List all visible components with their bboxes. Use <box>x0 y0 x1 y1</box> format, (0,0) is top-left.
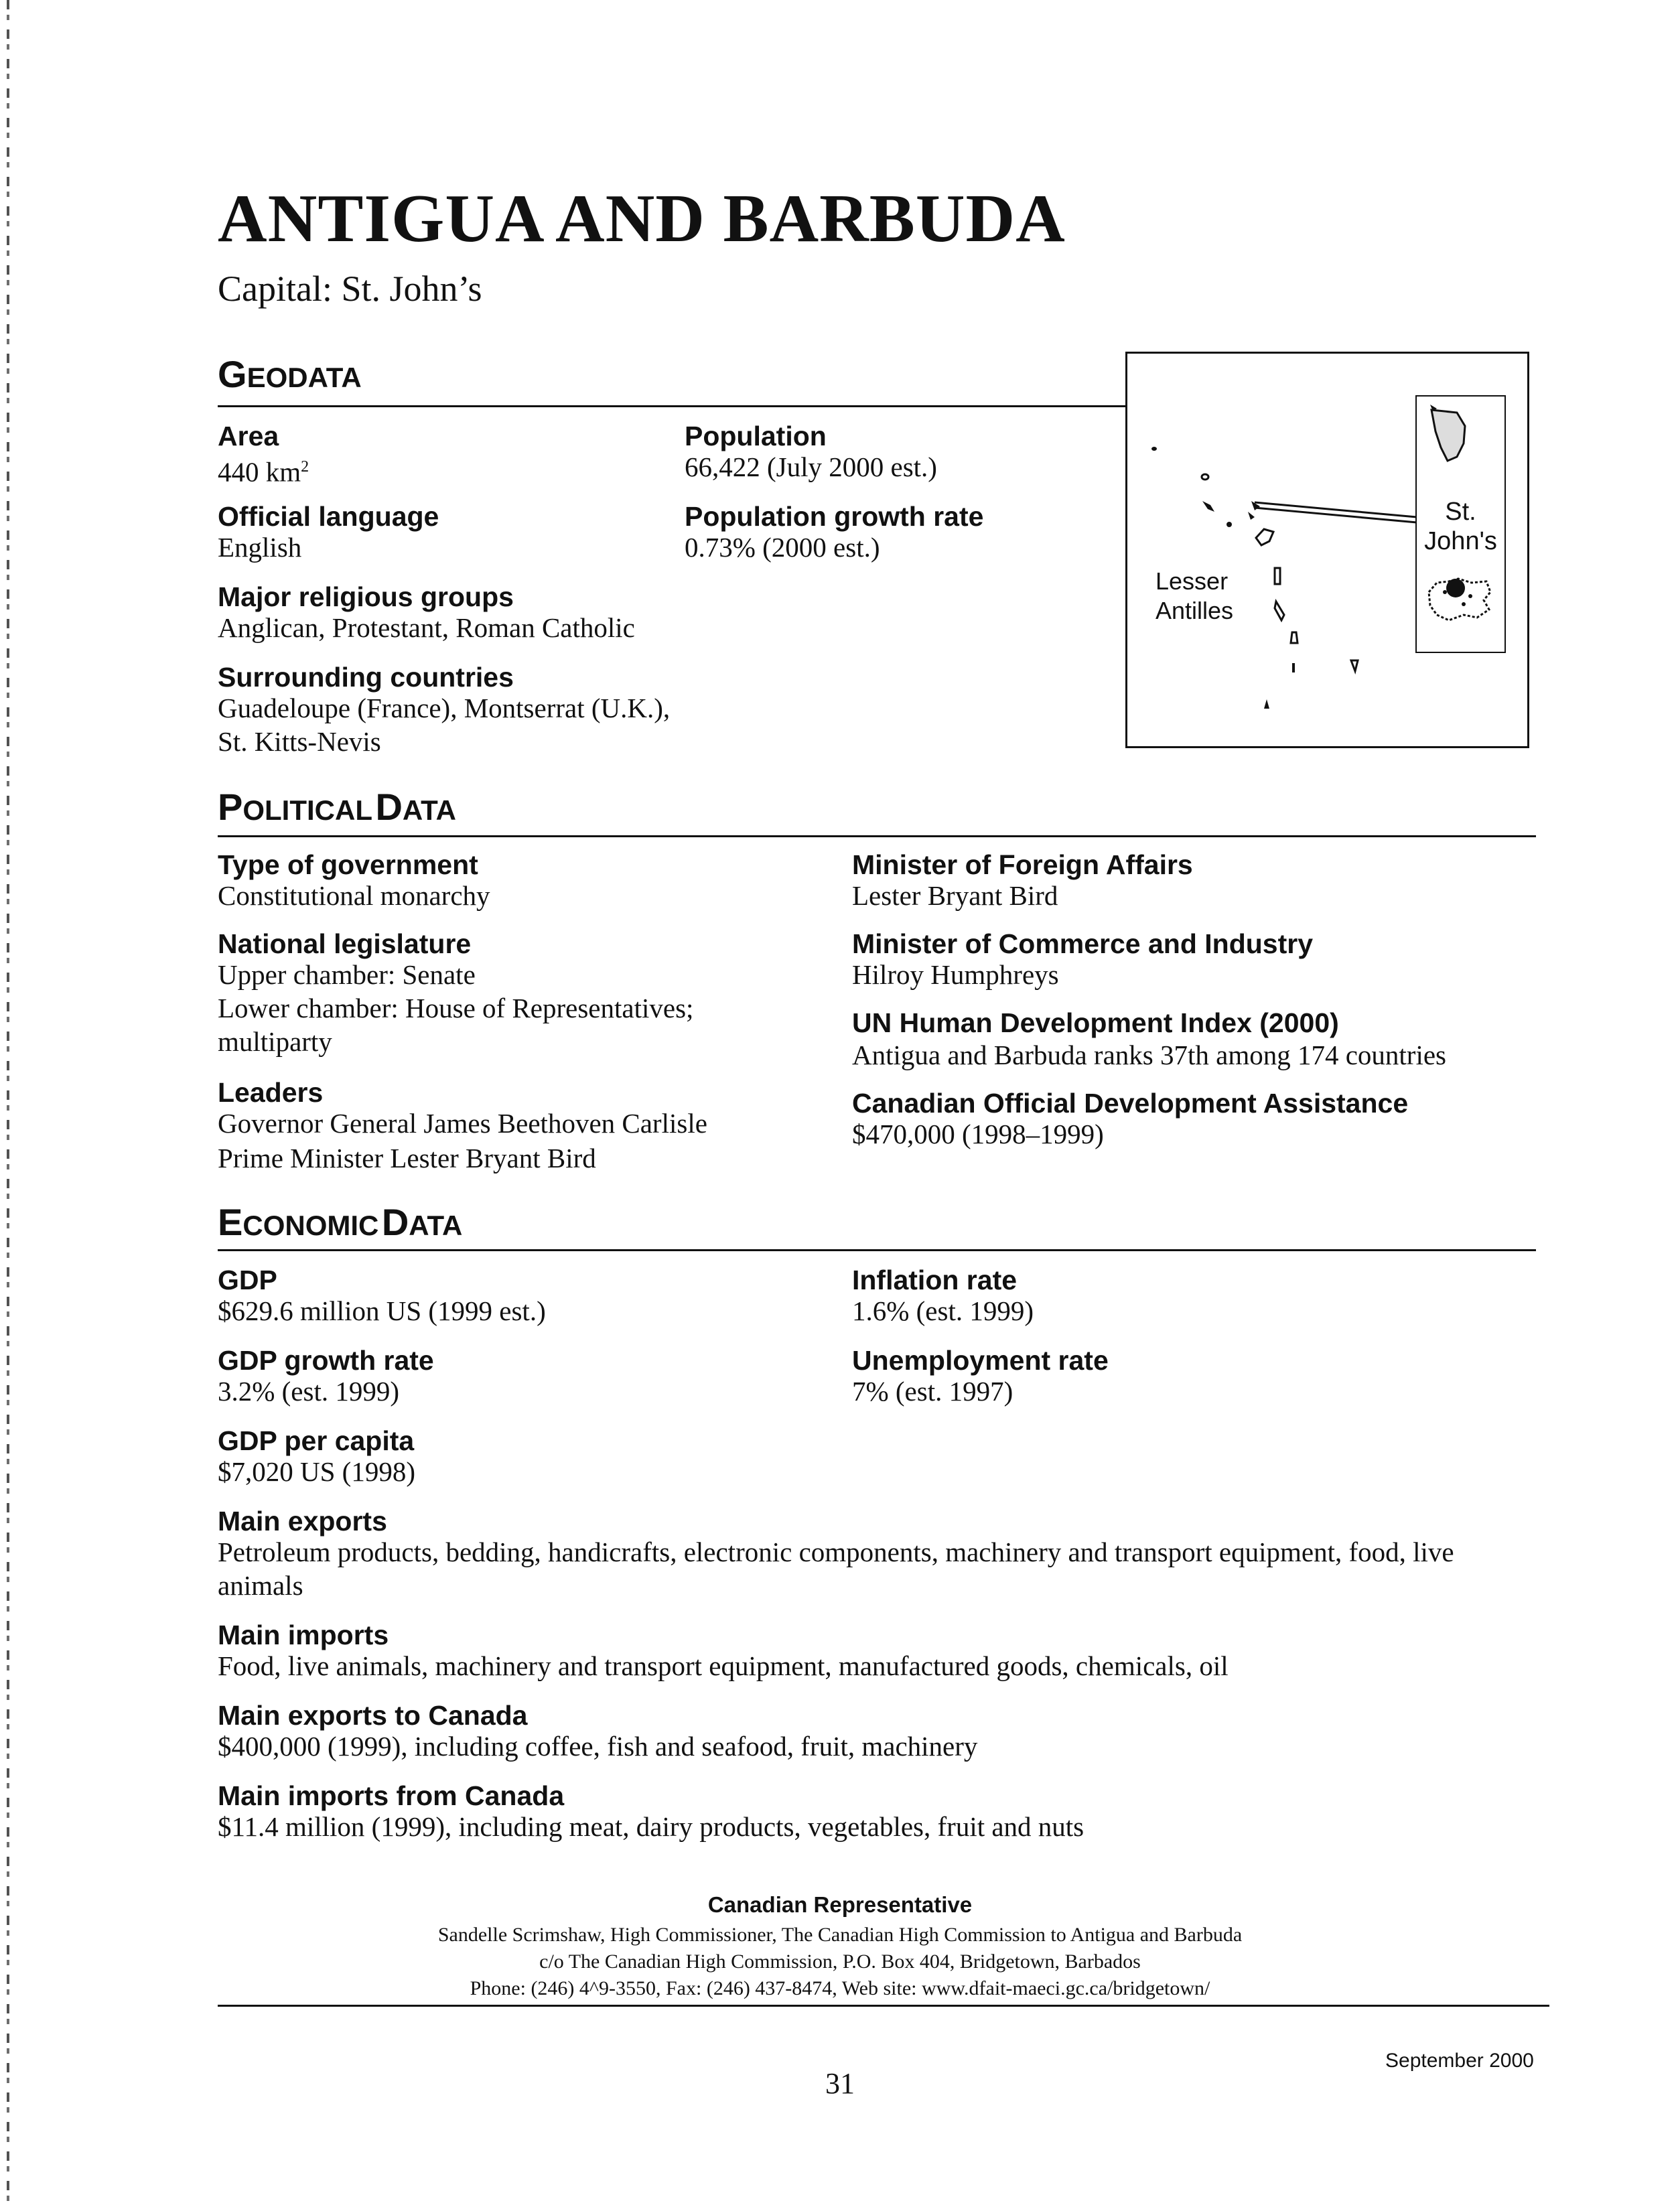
unemployment-value: 7% (est. 1997) <box>852 1376 1013 1407</box>
hdi-value: Antigua and Barbuda ranks 37th among 174 countries <box>852 1040 1447 1070</box>
religion-value: Anglican, Protestant, Roman Catholic <box>218 612 635 643</box>
page-number: 31 <box>825 2067 855 2100</box>
island-mark <box>1227 522 1232 527</box>
commerce-minister-value: Hilroy Humphreys <box>852 959 1059 990</box>
legislature-value-1: Upper chamber: Senate <box>218 959 476 990</box>
representative-line-3: Phone: (246) 4^9-3550, Fax: (246) 437-8474, Web site: www.dfait-maeci.gc.ca/bridgetown/ <box>470 1977 1210 1999</box>
st-johns-marker <box>1446 579 1465 597</box>
island-mark <box>1291 632 1298 643</box>
leaders-label: Leaders <box>218 1077 324 1108</box>
government-type-label: Type of government <box>218 849 478 880</box>
legislature-value-3: multiparty <box>218 1026 332 1057</box>
island-mark <box>1275 601 1284 620</box>
inflation-value: 1.6% (est. 1999) <box>852 1295 1034 1326</box>
island-mark <box>1292 663 1295 672</box>
main-exports-label: Main exports <box>218 1506 387 1537</box>
surrounding-value-2: St. Kitts-Nevis <box>218 726 381 757</box>
legislature-label: National legislature <box>218 928 472 959</box>
geodata-heading: GEODATA <box>218 353 362 395</box>
growth-rate-label: Population growth rate <box>685 501 984 532</box>
government-type-value: Constitutional monarchy <box>218 880 490 911</box>
gdp-growth-label: GDP growth rate <box>218 1345 434 1376</box>
surrounding-label: Surrounding countries <box>218 662 514 693</box>
representative-line-2: c/o The Canadian High Commission, P.O. Box 404, Bridgetown, Barbados <box>539 1950 1141 1973</box>
foreign-minister-value: Lester Bryant Bird <box>852 880 1058 911</box>
gdp-per-capita-value: $7,020 US (1998) <box>218 1456 415 1487</box>
canadian-representative-heading: Canadian Representative <box>707 1892 973 1917</box>
main-imports-value: Food, live animals, machinery and transport equipment, manufactured goods, chemicals, oil <box>218 1650 1229 1681</box>
footer-rule <box>218 2005 1549 2007</box>
foreign-minister-label: Minister of Foreign Affairs <box>852 849 1193 880</box>
political-data-heading: POLITICAL DATA <box>218 786 456 828</box>
language-value: English <box>218 532 302 563</box>
gdp-value: $629.6 million US (1999 est.) <box>218 1295 546 1326</box>
exports-to-canada-label: Main exports to Canada <box>218 1700 528 1731</box>
population-label: Population <box>685 421 827 451</box>
location-map <box>1125 352 1529 748</box>
island-mark <box>1202 474 1208 480</box>
lesser-antilles-label: Lesser Antilles <box>1156 567 1234 624</box>
island-mark <box>1351 660 1358 671</box>
city-dot <box>1468 594 1472 598</box>
page-title: ANTIGUA AND BARBUDA <box>218 181 1066 257</box>
island-mark <box>1275 568 1280 584</box>
gdp-per-capita-label: GDP per capita <box>218 1425 415 1456</box>
gdp-label: GDP <box>218 1265 277 1295</box>
leaders-value-1: Governor General James Beethoven Carlisle <box>218 1108 707 1139</box>
imports-from-canada-label: Main imports from Canada <box>218 1780 565 1811</box>
language-label: Official language <box>218 501 439 532</box>
growth-rate-value: 0.73% (2000 est.) <box>685 532 880 563</box>
economic-data-heading: ECONOMIC DATA <box>218 1201 463 1243</box>
capital-subtitle: Capital: St. John’s <box>218 269 482 309</box>
area-value: 440 $km^2$ <box>218 456 309 488</box>
island-mark <box>1202 501 1214 512</box>
political-rule <box>218 835 1536 837</box>
economic-rule <box>218 1249 1536 1251</box>
island-mark <box>1264 699 1269 709</box>
main-exports-value-1: Petroleum products, bedding, handicrafts, electronic components, machinery and transport equipment, food, live <box>218 1537 1454 1567</box>
gdp-growth-value: 3.2% (est. 1999) <box>218 1376 400 1407</box>
island-mark <box>1248 512 1255 520</box>
city-dot <box>1462 602 1466 606</box>
exports-to-canada-value: $400,000 (1999), including coffee, fish and seafood, fruit, machinery <box>218 1731 978 1762</box>
island-mark <box>1151 447 1157 451</box>
page-binding-edge <box>7 0 9 2205</box>
inflation-label: Inflation rate <box>852 1265 1018 1295</box>
imports-from-canada-value: $11.4 million (1999), including meat, dairy products, vegetables, fruit and nuts <box>218 1811 1084 1842</box>
geodata-rule <box>218 405 1127 407</box>
legislature-value-2: Lower chamber: House of Representatives; <box>218 993 694 1023</box>
representative-line-1: Sandelle Scrimshaw, High Commissioner, The Canadian High Commission to Antigua and Barbuda <box>437 1924 1243 1946</box>
religion-label: Major religious groups <box>218 581 514 612</box>
hdi-label: UN Human Development Index (2000) <box>852 1007 1339 1038</box>
area-label: Area <box>218 421 279 451</box>
oda-value: $470,000 (1998–1999) <box>852 1119 1104 1149</box>
unemployment-label: Unemployment rate <box>852 1345 1109 1376</box>
antigua-inset <box>1415 395 1506 653</box>
city-dot <box>1443 590 1447 594</box>
island-mark <box>1256 529 1273 545</box>
st-johns-label: St. John's <box>1424 498 1497 555</box>
main-imports-label: Main imports <box>218 1620 389 1650</box>
barbuda-shape <box>1431 410 1465 461</box>
leaders-value-2: Prime Minister Lester Bryant Bird <box>218 1143 596 1173</box>
oda-label: Canadian Official Development Assistance <box>852 1088 1409 1119</box>
main-exports-value-2: animals <box>218 1570 303 1601</box>
surrounding-value-1: Guadeloupe (France), Montserrat (U.K.), <box>218 693 671 723</box>
population-value: 66,422 (July 2000 est.) <box>685 451 937 482</box>
publication-date: September 2000 <box>1385 2050 1534 2072</box>
commerce-minister-label: Minister of Commerce and Industry <box>852 928 1314 959</box>
